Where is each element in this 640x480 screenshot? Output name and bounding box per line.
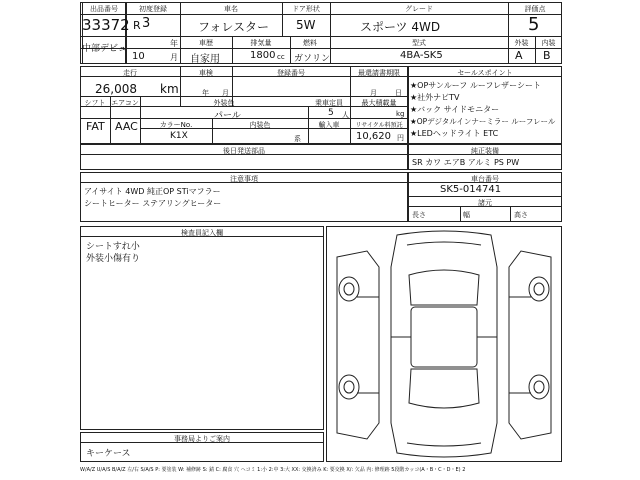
capacity-label: 乗車定員 xyxy=(315,99,343,107)
mileage: 26,008 xyxy=(95,82,137,96)
dims-label: 諸元 xyxy=(478,199,492,207)
length-label: 長さ xyxy=(412,211,426,219)
std-equip: SR カワ エアB アルミ PS PW xyxy=(412,158,520,167)
note-line: アイサイト 4WD 純正OP STiマフラー xyxy=(84,187,221,196)
ext-grade: A xyxy=(515,49,523,62)
score: 5 xyxy=(528,14,540,35)
ext-label: 外装 xyxy=(514,39,529,47)
reg-no-label: 登録番号 xyxy=(277,69,305,77)
color-no-label: カラーNo. xyxy=(159,121,193,129)
shift-label: シフト xyxy=(84,99,106,107)
footer-legend: W/A/Z U/A/S B/A/Z 左/右 S/A/S P: 要塗装 W: 補修跡 S: 錆 C: 腐食 穴 ヘコミ 1:小 2:中 3:大 XX: 交換済み K: 要交換 X/: 欠品 内: 修理跡 5段階カッコ(A・B・C・D・E) 2 xyxy=(80,467,466,473)
load-unit: kg xyxy=(396,110,405,118)
inspection-label: 車検 xyxy=(199,69,213,77)
sales-point-item: ★社外ナビTV xyxy=(410,93,460,102)
car-name-label: 車名 xyxy=(224,5,238,13)
insp-year-unit: 年 xyxy=(202,89,209,97)
lot-number: 33372 xyxy=(82,16,130,34)
displacement: 1800 xyxy=(250,50,276,61)
mileage-unit: km xyxy=(160,82,179,96)
chassis: SK5-014741 xyxy=(440,184,502,195)
ac: AAC xyxy=(115,120,138,133)
shift: FAT xyxy=(86,120,105,133)
era: R xyxy=(133,19,141,32)
tax-day-unit: 日 xyxy=(395,89,402,97)
int-label: 内装 xyxy=(541,39,556,47)
sales-point-item: ★LEDヘッドライト ETC xyxy=(410,129,499,138)
recycle-unit: 円 xyxy=(397,134,404,142)
fuel-label: 燃料 xyxy=(303,39,317,47)
tax-month-unit: 月 xyxy=(370,89,377,97)
import-label: 輸入車 xyxy=(318,121,340,129)
model: 4BA-SK5 xyxy=(400,50,443,61)
color-label: 外装色 xyxy=(213,99,235,107)
first-reg-year: 3 xyxy=(142,16,151,31)
tax-label: 最還請書期限 xyxy=(358,69,400,77)
displacement-label: 排気量 xyxy=(250,39,272,47)
lot-label: 出品番号 xyxy=(90,5,118,13)
mileage-label: 走行 xyxy=(123,69,137,77)
notes-label: 注意事項 xyxy=(230,175,258,183)
int-grade: B xyxy=(543,49,551,62)
insp-month-unit: 月 xyxy=(222,89,229,97)
first-reg-label: 初度登録 xyxy=(139,5,167,13)
usage: 自家用 xyxy=(190,54,220,65)
debut-label: 中部デビュ xyxy=(82,44,128,54)
sales-points-label: セールスポイント xyxy=(457,69,513,77)
color-no: K1X xyxy=(170,131,188,141)
car-diagram xyxy=(326,226,562,462)
fuel: ガソリン xyxy=(294,54,331,64)
month-unit: 月 xyxy=(170,53,178,62)
inspector-note: シートすれ小 xyxy=(86,242,140,252)
height-label: 高さ xyxy=(514,211,528,219)
sales-point-item: ★OPデジタルインナーミラー ルーフレール xyxy=(410,117,556,126)
office-note: キーケース xyxy=(86,449,131,459)
chassis-label: 車台番号 xyxy=(471,175,499,183)
first-reg-month: 10 xyxy=(132,51,145,62)
width-label: 幅 xyxy=(463,211,470,219)
body-type-label: ドア形状 xyxy=(292,5,320,13)
displacement-unit: cc xyxy=(277,53,285,61)
load-label: 最大積載量 xyxy=(361,99,397,107)
recycle-label: リサイクル料預託 xyxy=(355,122,403,129)
grade-label: グレード xyxy=(405,5,433,13)
sales-point-item: ★OPサンルーフ ルーフレザーシート xyxy=(410,81,541,90)
ac-label: エアコン xyxy=(111,99,139,107)
usage-label: 車歴 xyxy=(199,39,213,47)
body-type: 5W xyxy=(296,18,316,32)
car-name: フォレスター xyxy=(198,20,270,34)
grade: スポーツ 4WD xyxy=(360,20,441,34)
import-unit: 系 xyxy=(294,135,301,143)
model-label: 型式 xyxy=(412,39,426,47)
capacity: 5 xyxy=(328,108,334,118)
color: パール xyxy=(214,111,241,121)
interior-label: 内装色 xyxy=(249,121,271,129)
retrofit-label: 後日発送部品 xyxy=(223,147,265,155)
score-label: 評価点 xyxy=(524,5,546,13)
sales-point-item: ★バック サイドモニター xyxy=(410,105,500,114)
inspector-label: 検査員記入欄 xyxy=(181,229,223,237)
note-line: シートヒーター ステアリングヒーター xyxy=(84,199,222,208)
office-label: 事務局よりご案内 xyxy=(174,435,230,443)
recycle: 10,620 xyxy=(356,131,391,142)
std-equip-label: 純正装備 xyxy=(471,147,499,155)
capacity-unit: 人 xyxy=(342,111,349,119)
year-unit: 年 xyxy=(170,39,178,48)
inspector-note: 外装小傷有り xyxy=(86,254,141,264)
